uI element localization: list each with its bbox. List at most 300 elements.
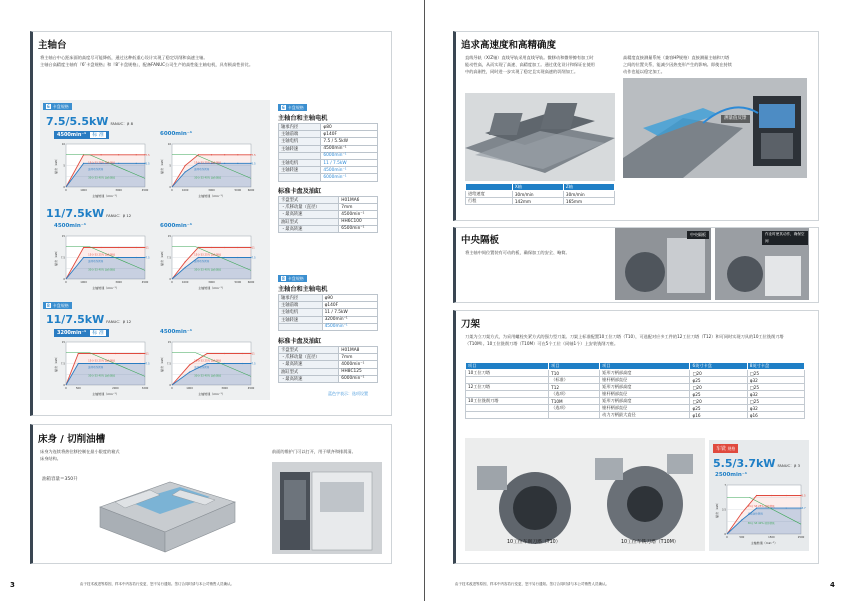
chart-svg (160, 232, 255, 290)
table-cell: φ25 (690, 377, 747, 384)
data-point (741, 512, 742, 513)
data-label: 7.5 (145, 153, 150, 157)
spec-motor: FANUC：β 3 (777, 463, 800, 468)
table-key: 卡盘型式 (279, 347, 339, 354)
y-tick-label: 7 (724, 484, 726, 487)
precision-title: 追求高速度和高精确度 (461, 40, 557, 51)
chart-legend-text: 15分 S3 25% 动作领域 (88, 359, 115, 363)
table-cell: 12工位刀塔 (466, 384, 549, 391)
page-right (425, 0, 850, 601)
table-row (279, 368, 378, 375)
data-label: 7.5 (251, 256, 256, 260)
chart-legend-text: 15分 S3 25% 动作领域 (194, 359, 221, 363)
partition-text: 将主轴中间位置装有可动的板，确保加工的安全、略简。 (465, 250, 570, 255)
table-cell: □25 (747, 384, 804, 391)
mill-spec (713, 457, 800, 470)
precision-text1: 直线导轨（X/Z轴）直线导轨采用直线导轨。微移动和微带擦有加工时能动性高，从而实现了高速、高精度加工。通过优化设计和保证在使用中的高刚性，同时进一步实现了稳定且实现高速的切削加工。 (465, 55, 595, 74)
x-axis-label: 主轴转速（min⁻¹） (198, 286, 225, 290)
x-tick-label: 2000 (112, 387, 119, 390)
table1-title: 主轴台和主轴电机 (278, 115, 328, 122)
table-header-row (466, 363, 805, 370)
table-key: 主轴电机 (279, 309, 323, 316)
rpm-d: 6000min⁻¹ (160, 223, 193, 229)
data-point (237, 257, 238, 258)
data-point (189, 364, 190, 365)
column-header: 项目 (549, 363, 600, 370)
chart-mill-2500 (715, 481, 805, 545)
table-cell: T12 (549, 384, 600, 391)
spec-7-5kw (46, 115, 133, 128)
door-text: 前面的维护门可以打开，用于喷齐和排屑清。 (272, 449, 356, 454)
bed-text: 床身为连续将热往移控制在最小限度的箱式床身结构。 (40, 449, 120, 461)
table-row (466, 198, 615, 205)
table-cell: 10工位铣削刀塔 (466, 398, 549, 405)
mill-tag-small: 规格 (727, 446, 736, 451)
table-cell: φ32 (747, 377, 804, 384)
rpm-standard-tag: 标 准 (92, 330, 104, 336)
table-key: 主轴前端 (279, 302, 323, 309)
chart-11kw-3200 (54, 338, 149, 396)
spec-11kw-a (46, 207, 131, 220)
table-row (466, 391, 805, 398)
turret-photo-1-caption: 10工位车削刀塔（T10） (507, 540, 561, 545)
data-point (224, 353, 225, 354)
data-point (101, 247, 102, 248)
data-point (211, 257, 212, 258)
table-value: 4500min⁻¹ (321, 145, 378, 152)
partition-photo-2-label: 作业时使其动作，确保空间 (762, 231, 808, 245)
chart-legend-text: 30分 S3 40% 动作领域 (194, 374, 221, 378)
x-tick-label: 5000 (234, 281, 242, 284)
table-cell: T10M (549, 398, 600, 405)
x-tick-label: 2500 (797, 536, 805, 539)
table-value: 6000min⁻¹ (339, 375, 378, 382)
tag-num: 8 (282, 276, 285, 281)
table-row (279, 204, 378, 211)
table-cell: 矩形刀柄部高度 (600, 398, 690, 405)
table-value: 6000min⁻¹ (321, 152, 378, 159)
spec-power: 7.5/5.5kW (46, 115, 109, 128)
x-tick-label: 0 (171, 189, 173, 192)
table-key: ・最高转速 (279, 225, 339, 232)
x-axis-label: 主轴转速（min⁻¹） (198, 392, 225, 396)
chart-legend-text: 30分 S3 40% 动作领域 (194, 176, 221, 180)
data-point (136, 163, 137, 164)
x-axis-label: 主轴转速（min⁻¹） (92, 194, 119, 198)
data-point (224, 163, 225, 164)
table-value: HH8C125 (339, 368, 378, 375)
table-value: HH6C100 (339, 218, 378, 225)
data-point (136, 247, 137, 248)
data-point (211, 154, 212, 155)
table-row (466, 398, 805, 405)
data-label: 11 (145, 352, 149, 356)
y-axis-label: 输出（kW） (160, 355, 164, 372)
measurement-photo (623, 78, 807, 178)
y-tick-label: 7.5 (166, 362, 171, 366)
page-number-right: 4 (830, 581, 835, 589)
chart-legend-text: 连续动作领域 (88, 365, 104, 369)
data-point (198, 257, 199, 258)
table-row (466, 377, 805, 384)
table-row (279, 145, 378, 152)
x-tick-label: 1000 (80, 189, 87, 192)
spec-motor: FANUC：β 12 (106, 213, 132, 218)
table-row (466, 191, 615, 198)
chart-svg (54, 232, 149, 290)
table-row (466, 370, 805, 377)
table-value: 6000min⁻¹ (321, 174, 378, 181)
table-value: H01MA8 (339, 347, 378, 354)
table-row (279, 167, 378, 174)
tag-num: 6 (282, 105, 285, 110)
table-cell: φ25 (690, 405, 747, 412)
table-cell (549, 412, 600, 419)
table-row (279, 152, 378, 159)
spindle-intro-line: 主轴台高精度主轴有『6″卡盘规格』和『8″卡盘规格』，配备FANUC公司生产的高性能主轴电机，具有极高性价比。 (40, 62, 254, 67)
data-point (242, 353, 243, 354)
data-point (242, 363, 243, 364)
turret-title: 刀架 (461, 319, 481, 330)
data-point (786, 495, 787, 496)
table-value: 7mm (339, 204, 378, 211)
y-tick-label: 15 (61, 235, 65, 238)
chart-7-5kw-4500 (54, 140, 149, 198)
table-cell: 行程 (466, 198, 513, 205)
data-point (118, 154, 119, 155)
y-tick-label: 7.5 (60, 256, 65, 260)
data-point (83, 163, 84, 164)
table-row (279, 124, 378, 131)
y-tick-label: 0 (63, 186, 65, 189)
table-row (466, 384, 805, 391)
partition-title: 中央隔板 (461, 235, 500, 246)
table-key (279, 152, 321, 159)
table-cell (466, 412, 549, 419)
chart-7-5kw-6000 (160, 140, 255, 198)
y-axis-label: 输出（kW） (160, 157, 164, 174)
rpm-chip-a (54, 131, 109, 139)
table-row (279, 211, 378, 218)
table-value: φ140F (322, 302, 377, 309)
data-point (207, 363, 208, 364)
chart-legend-text: 连续动作领域 (194, 167, 210, 171)
table-cell: □20 (690, 370, 747, 377)
axis-table (465, 183, 615, 205)
table-row (279, 218, 378, 225)
table-cell: φ32 (747, 391, 804, 398)
table-key: 主轴前端 (279, 131, 321, 138)
column-header: Z轴 (563, 184, 614, 191)
data-point (224, 154, 225, 155)
table-row (279, 323, 378, 330)
feedback-callout: 测量值反馈 (721, 115, 750, 123)
table-cell: □20 (690, 384, 747, 391)
turret-photo-2-caption: 10工位车铣刀塔（T10M） (621, 540, 679, 545)
spec-motor: FANUC：β 12 (106, 319, 132, 324)
table-key: 油缸型式 (279, 368, 339, 375)
data-point (78, 363, 79, 364)
chuck-8-tag (43, 302, 72, 309)
table-cell: （标准） (549, 377, 600, 384)
data-point (207, 353, 208, 354)
table-cell: 矩形刀柄部高度 (600, 384, 690, 391)
x-tick-label: 3000 (115, 189, 122, 192)
table3-title: 主轴台和主轴电机 (278, 286, 328, 293)
table4-title: 标准卡盘及油缸 (278, 338, 322, 345)
chart-svg (160, 338, 255, 396)
table-key: 轴承内径 (279, 295, 323, 302)
tag-text: 卡盘规格 (287, 276, 304, 281)
mill-rpm: 2500min⁻¹ (715, 472, 748, 478)
spindle-title: 主轴台 (38, 40, 67, 51)
table-key: 主轴转速 (279, 316, 323, 323)
data-point (118, 257, 119, 258)
table-cell: 镗杆柄部直径 (600, 391, 690, 398)
table-value: 7mm (339, 354, 378, 361)
x-tick-label: 1000 (80, 281, 87, 284)
x-tick-label: 0 (726, 536, 728, 539)
x-tick-label: 3000 (221, 387, 228, 390)
table-cell: 镗杆柄部直径 (600, 405, 690, 412)
x-axis-label: 主轴转速（min⁻¹） (92, 392, 119, 396)
chart-11kw-6000 (160, 232, 255, 290)
tag-text: 卡盘规格 (287, 105, 304, 110)
chart-legend-text: 连续动作领域 (747, 512, 763, 516)
x-tick-label: 1000 (181, 189, 189, 192)
data-point (118, 163, 119, 164)
table-key: ・爪移动量（直径） (279, 204, 339, 211)
table-key: ・最高转速 (279, 211, 339, 218)
table-cell: 165mm (563, 198, 614, 205)
data-label: 5.5 (145, 162, 150, 166)
table-cell: 30m/min (512, 191, 563, 198)
footer-right: 由于技术改进等原因，样本中内容若行变更，恕不另行通知。签订合同时请与本公司销售人员确认。 (455, 582, 609, 586)
x-tick-label: 3000 (115, 281, 122, 284)
table-row (279, 138, 378, 145)
table-value: 6500min⁻¹ (339, 225, 378, 232)
y-tick-label: 0 (169, 186, 171, 189)
column-header (466, 184, 513, 191)
table2-title: 标准卡盘及油缸 (278, 188, 322, 195)
chart-legend-text: 30分 S3 40% 动作领域 (747, 522, 775, 526)
table-row (279, 347, 378, 354)
data-point (237, 247, 238, 248)
rpm-value: 4500min⁻¹ (57, 132, 87, 138)
y-axis-label: 输出（kW） (54, 249, 58, 266)
data-point (139, 353, 140, 354)
table-row (466, 412, 805, 419)
table-key: 卡盘型式 (279, 197, 339, 204)
y-tick-label: 5 (169, 164, 171, 168)
table-cell: 矩形刀柄部高度 (600, 370, 690, 377)
chart-legend-text: 连续动作领域 (194, 259, 210, 263)
mill-tag (713, 444, 738, 453)
spindle-motor-table-8 (278, 294, 378, 331)
table-value: 11 / 7.5kW (322, 309, 377, 316)
table-row (279, 225, 378, 232)
table-row (279, 131, 378, 138)
data-label: 11 (145, 246, 149, 250)
table-value: φ140F (321, 131, 378, 138)
data-label: 7.5 (251, 362, 256, 366)
y-tick-label: 7.5 (60, 362, 65, 366)
door-photo (272, 462, 382, 554)
bed-illustration (90, 462, 240, 557)
data-point (224, 247, 225, 248)
y-tick-label: 7.5 (166, 256, 171, 260)
data-point (756, 495, 757, 496)
chart-11kw-4500 (54, 232, 149, 290)
x-tick-label: 5000 (234, 189, 242, 192)
table-key (279, 323, 323, 330)
y-tick-label: 0 (169, 278, 171, 281)
tag-num: 6 (47, 104, 50, 109)
x-tick-label: 0 (65, 189, 67, 192)
data-point (771, 495, 772, 496)
table-cell: 10工位刀塔 (466, 370, 549, 377)
table-cell: φ32 (747, 405, 804, 412)
y-tick-label: 0 (724, 533, 726, 536)
data-point (83, 257, 84, 258)
spec-motor: FANUC：β 8 (110, 121, 133, 126)
x-tick-label: 4500 (141, 281, 149, 284)
y-tick-label: 0 (63, 278, 65, 281)
data-point (786, 508, 787, 509)
table-row (279, 375, 378, 382)
table-cell: □25 (747, 398, 804, 405)
tag-text: 卡盘规格 (52, 303, 69, 308)
data-point (136, 154, 137, 155)
rpm-chip-e (54, 329, 109, 337)
data-point (237, 154, 238, 155)
data-label: 5.5 (801, 494, 806, 498)
data-point (741, 519, 742, 520)
table-row (279, 316, 378, 323)
data-point (115, 353, 116, 354)
data-point (101, 154, 102, 155)
x-axis-label: 主轴转速（min⁻¹） (750, 541, 778, 545)
column-header: 项目 (600, 363, 690, 370)
spindle-motor-table-6 (278, 123, 378, 182)
data-label: 3.7 (801, 507, 806, 511)
table-row (279, 309, 378, 316)
chart-legend-text: 15分 S3 25% 动作领域 (747, 505, 775, 509)
chuck-6-tag (43, 103, 72, 110)
x-tick-label: 0 (171, 387, 173, 390)
table-row (466, 405, 805, 412)
spec-power: 5.5/3.7kW (713, 457, 776, 470)
table-value: φ80 (321, 124, 378, 131)
table-row (279, 159, 378, 166)
spec-power: 11/7.5kW (46, 207, 105, 220)
table-cell: □20 (690, 398, 747, 405)
blue-option-note: 蓝色字表示：选项设置 (328, 391, 368, 396)
table-cell: 142mm (512, 198, 563, 205)
page-number-left: 3 (10, 581, 15, 589)
y-tick-label: 10 (61, 143, 65, 146)
partition-photo-1-label: 中央隔板 (687, 231, 709, 239)
data-label: 11 (251, 352, 255, 356)
turret-text: 刀架为立刀架方式，为采用螺栓夹紧方式的强力型刀架。刀架上标准配置10工位刀塔（T10），可选配对应多工件的12工位刀塔（T12）和可同时实现刀具的10工位铣削刀塔（T10M）。10工位铣削刀塔（T10M）可在5个工位（同轴1个）上安装铣削刀座。 (465, 334, 784, 346)
chuck-cylinder-table-6 (278, 196, 378, 233)
column-header: 6英寸卡盘 (690, 363, 747, 370)
y-tick-label: 10 (167, 143, 171, 146)
table-cell: （选项） (549, 405, 600, 412)
data-point (185, 267, 186, 268)
x-tick-label: 500 (75, 387, 81, 390)
table-value: 11 / 7.5kW (321, 159, 378, 166)
chart-svg (54, 338, 149, 396)
footer-left: 由于技术改进等原因，样本中内容若行变更，恕不另行通知。签订合同时请与本公司销售人员确认。 (80, 582, 234, 586)
y-tick-label: 3.5 (721, 508, 726, 512)
x-tick-label: 0 (171, 281, 173, 284)
data-label: 7.5 (251, 153, 256, 157)
x-tick-label: 1500 (768, 536, 775, 539)
y-axis-label: 输出（kW） (54, 355, 58, 372)
rpm-f: 4500min⁻¹ (160, 329, 193, 335)
x-tick-label: 4500 (141, 189, 149, 192)
column-header: 项目 (466, 363, 549, 370)
x-tick-label: 0 (65, 281, 67, 284)
table-6-tag (278, 104, 307, 111)
chart-legend-text: 30分 S3 40% 动作领域 (194, 268, 221, 272)
chart-11kw-4500-b (160, 338, 255, 396)
bed-title: 床身 / 切削油槽 (38, 434, 106, 445)
x-tick-label: 6000 (247, 281, 255, 284)
x-tick-label: 6000 (247, 189, 255, 192)
y-tick-label: 0 (63, 384, 65, 387)
chart-legend-text: 15分 S3 25% 动作领域 (194, 161, 221, 165)
table-value: 4500min⁻¹ (339, 211, 378, 218)
data-point (189, 372, 190, 373)
rpm-value: 3200min⁻¹ (57, 330, 87, 336)
x-tick-label: 500 (739, 536, 745, 539)
chart-svg (715, 481, 805, 545)
rpm-c: 4500min⁻¹ (54, 223, 87, 229)
table-cell (466, 377, 549, 384)
linear-guide-photo (465, 93, 615, 181)
data-point (101, 257, 102, 258)
table-key: 主轴转速 (279, 167, 321, 174)
table-header-row (466, 184, 615, 191)
spindle-intro-line: 将主轴台中心距床面的高度尽可能降低，通过这种低重心设计实现了稳定切削和高速主轴。 (40, 55, 208, 60)
table-cell (466, 405, 549, 412)
data-label: 5.5 (251, 162, 256, 166)
table-value: 4500min⁻¹ (322, 323, 377, 330)
x-axis-label: 主轴转速（min⁻¹） (198, 194, 225, 198)
data-label: 7.5 (145, 256, 150, 260)
data-point (139, 363, 140, 364)
rpm-b: 6000min⁻¹ (160, 131, 193, 137)
column-header: 8英寸卡盘 (747, 363, 804, 370)
table-row (279, 295, 378, 302)
chart-legend-text: 30分 S3 40% 动作领域 (88, 374, 115, 378)
y-tick-label: 15 (61, 341, 65, 344)
y-tick-label: 0 (169, 384, 171, 387)
tank-capacity: 油箱容量＝350升 (42, 477, 78, 482)
chart-legend-text: 连续动作领域 (88, 167, 104, 171)
table-row (279, 302, 378, 309)
table-8-tag (278, 275, 307, 282)
data-point (90, 363, 91, 364)
table-key: ・最高转速 (279, 375, 339, 382)
table-cell: 30m/min (563, 191, 614, 198)
chart-legend-text: 连续动作领域 (194, 365, 210, 369)
chart-legend-text: 15分 S3 25% 动作领域 (88, 253, 115, 257)
data-point (224, 257, 225, 258)
data-point (211, 247, 212, 248)
